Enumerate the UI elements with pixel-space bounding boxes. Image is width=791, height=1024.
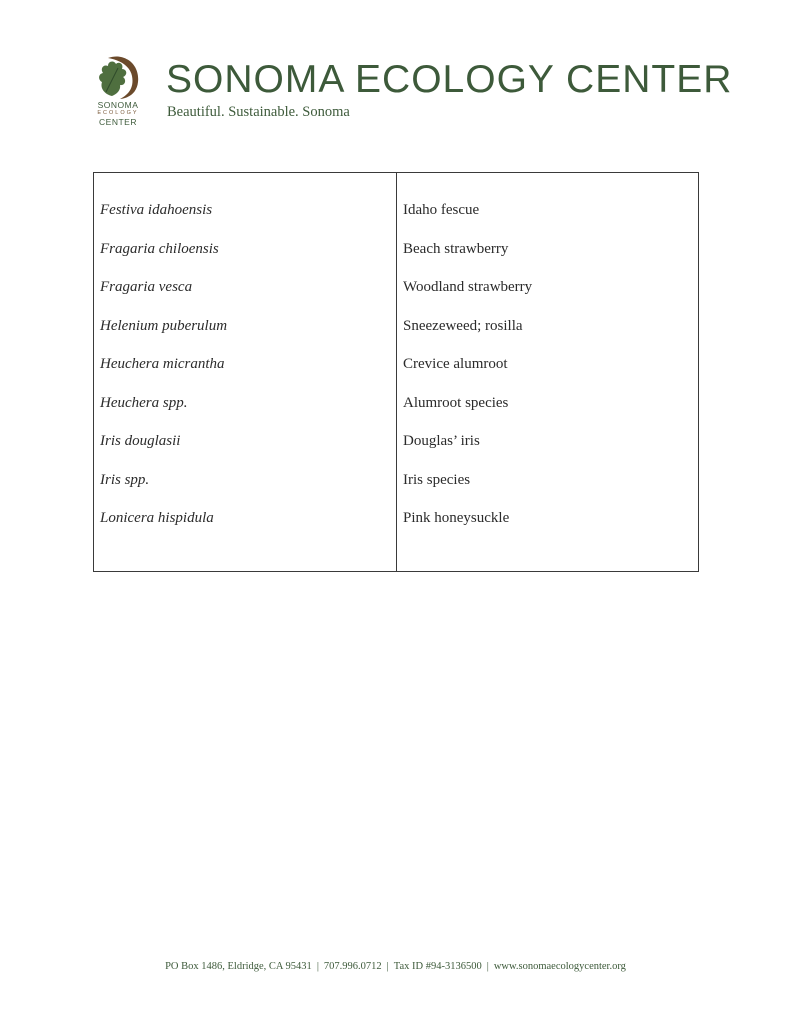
logo-word: SONOMA: [97, 100, 139, 110]
footer-address: PO Box 1486, Eldridge, CA 95431: [165, 961, 312, 972]
common-name: Iris species: [403, 471, 471, 488]
divider: |: [386, 961, 389, 972]
oak-leaf-icon: [94, 52, 144, 102]
organization-name: SONOMA ECOLOGY CENTER: [166, 58, 733, 101]
common-name: Sneezeweed; rosilla: [403, 317, 523, 334]
scientific-name: Lonicera hispidula: [100, 510, 214, 526]
common-name: Alumroot species: [403, 394, 509, 411]
scientific-name: Heuchera spp.: [100, 394, 188, 411]
footer-phone: 707.996.0712: [323, 961, 382, 972]
footer-website-link[interactable]: www.sonomaecologycenter.org: [493, 961, 626, 972]
scientific-name: Fragaria vesca: [100, 279, 193, 295]
common-name: Pink honeysuckle: [403, 510, 510, 526]
common-name: Beach strawberry: [403, 240, 509, 257]
common-name: Crevice alumroot: [403, 356, 508, 372]
scientific-name-column: [94, 173, 397, 571]
logo-word: CENTER: [99, 117, 137, 127]
species-table: [93, 172, 699, 572]
footer-tax-id: Tax ID #94-3136500: [393, 961, 482, 972]
scientific-name: Heuchera micrantha: [100, 356, 225, 372]
tagline: Beautiful. Sustainable. Sonoma: [167, 104, 350, 120]
scientific-name: Iris douglasii: [100, 433, 181, 449]
letterhead: [94, 52, 733, 132]
divider: |: [316, 961, 319, 972]
footer-contact: [0, 961, 791, 972]
divider: |: [486, 961, 489, 972]
scientific-name: Helenium puberulum: [100, 317, 228, 334]
common-name: Woodland strawberry: [403, 279, 533, 295]
common-name: Idaho fescue: [403, 202, 480, 218]
scientific-name: Iris spp.: [100, 471, 150, 488]
logo-word: ECOLOGY: [97, 110, 139, 116]
common-name-column: [397, 173, 698, 571]
scientific-name: Festiva idahoensis: [100, 202, 213, 218]
scientific-name: Fragaria chiloensis: [100, 240, 219, 257]
common-name: Douglas’ iris: [403, 433, 480, 449]
